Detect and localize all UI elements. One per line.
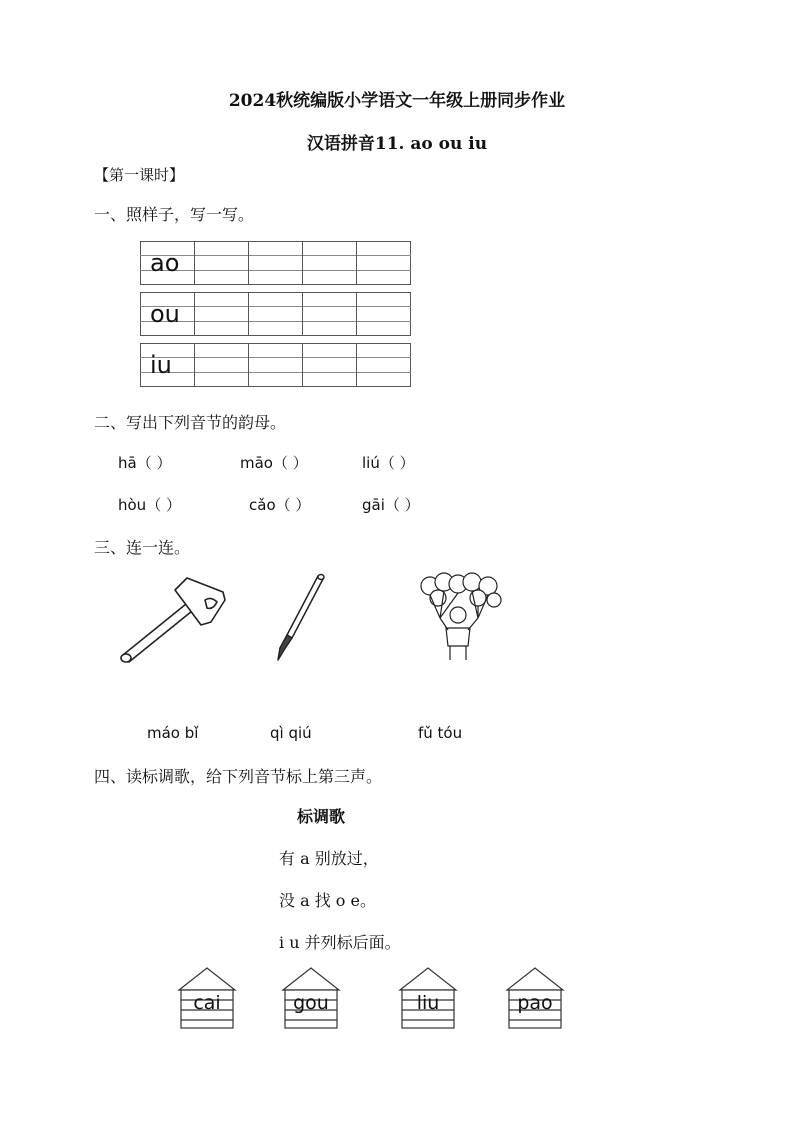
song-line-1: 有 a 别放过， [279, 849, 379, 868]
song-line-2: 没 a 找 o e。 [279, 891, 376, 910]
lesson-period: 【第一课时】 [94, 166, 185, 184]
section1-heading: 一、照样子，写一写。 [94, 205, 255, 224]
song-title: 标调歌 [297, 807, 346, 826]
grid-sample-ou: ou [150, 300, 180, 328]
section4-heading: 四、读标调歌，给下列音节标上第三声。 [94, 767, 383, 786]
syllable-blank-hou[interactable]: hòu（ ） [118, 496, 181, 514]
match-word-futou[interactable]: fǔ tóu [418, 724, 463, 742]
house-syllable: cai [193, 992, 221, 1014]
axe-illustration[interactable] [115, 570, 230, 665]
four-line-grid [140, 292, 411, 336]
writing-grid-ou[interactable] [140, 292, 411, 336]
song-line-3: i u 并列标后面。 [279, 933, 401, 952]
syllable-blank-gai[interactable]: gāi（ ） [362, 496, 420, 514]
writing-grid-iu[interactable] [140, 343, 411, 387]
house-syllable: gou [293, 992, 329, 1014]
worksheet-title: 2024秋统编版小学语文一年级上册同步作业 [228, 91, 566, 111]
house-syllable: pao [517, 992, 553, 1014]
four-line-grid [140, 241, 411, 285]
balloons-illustration[interactable] [412, 570, 507, 665]
grid-sample-ao: ao [150, 249, 180, 277]
house-syllable: liu [416, 992, 440, 1014]
house-gou[interactable] [281, 966, 341, 1030]
syllable-blank-liu[interactable]: liú（ ） [362, 454, 415, 472]
brush-illustration[interactable] [270, 570, 330, 665]
four-line-grid [140, 343, 411, 387]
lesson-subtitle: 汉语拼音11. ao ou iu [306, 134, 488, 154]
syllable-blank-cao[interactable]: cǎo（ ） [249, 496, 311, 514]
writing-grid-ao[interactable] [140, 241, 411, 285]
match-word-qiqiu[interactable]: qì qiú [270, 724, 312, 742]
house-cai[interactable] [177, 966, 237, 1030]
syllable-blank-mao[interactable]: māo（ ） [240, 454, 308, 472]
house-liu[interactable] [398, 966, 458, 1030]
house-pao[interactable] [505, 966, 565, 1030]
section2-heading: 二、写出下列音节的韵母。 [94, 413, 287, 432]
grid-sample-iu: iu [150, 351, 172, 379]
syllable-blank-ha[interactable]: hā（ ） [118, 454, 172, 472]
section3-heading: 三、连一连。 [94, 538, 191, 557]
match-word-maobi[interactable]: máo bǐ [147, 724, 199, 742]
